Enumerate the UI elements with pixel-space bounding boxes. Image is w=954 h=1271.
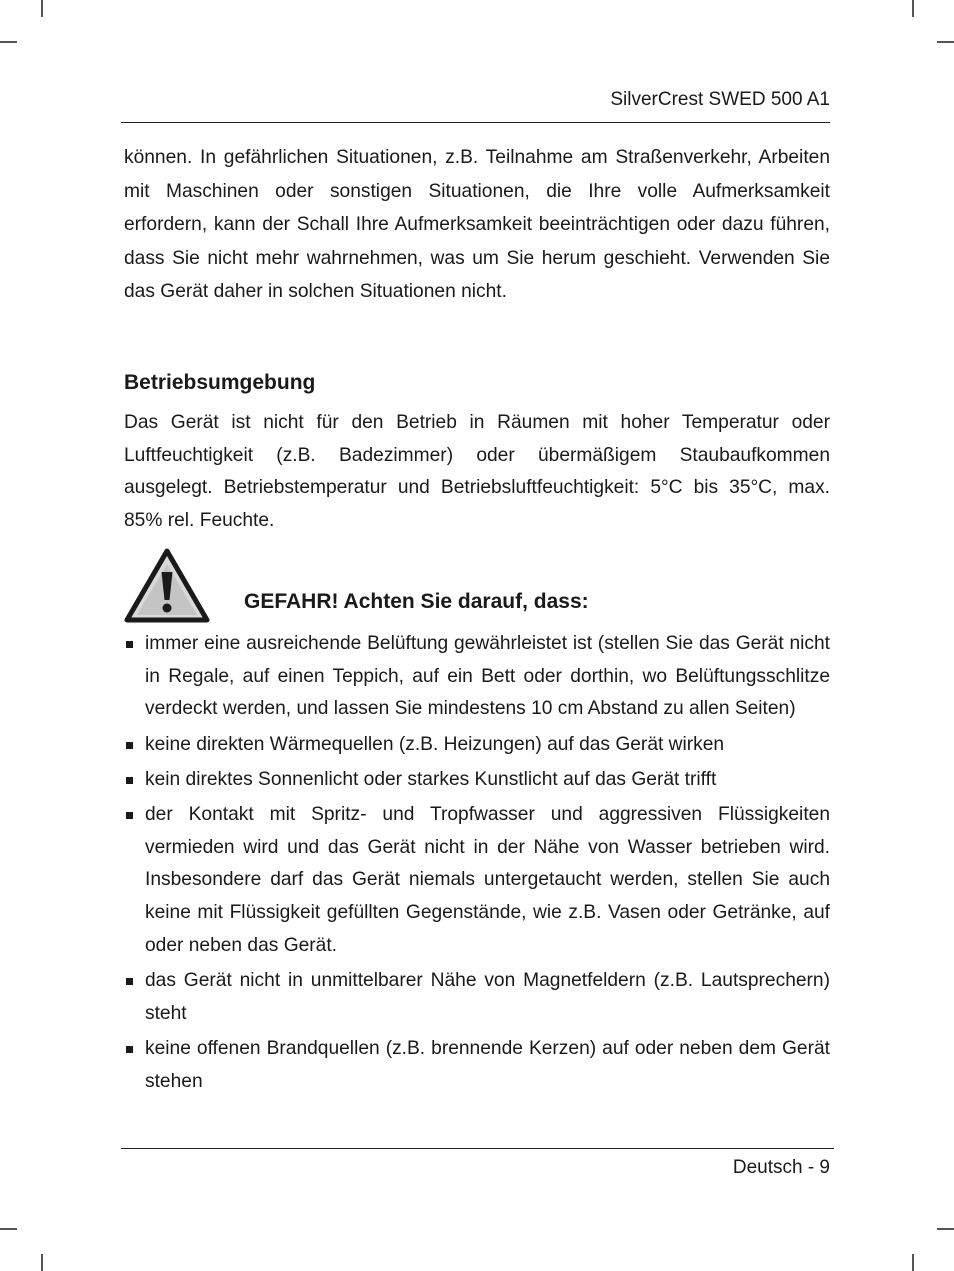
bullet-square-icon xyxy=(126,978,133,985)
crop-mark xyxy=(912,1254,914,1271)
crop-mark xyxy=(41,0,43,17)
list-item-text: das Gerät nicht in unmittelbarer Nähe von Magnetfeldern (z.B. Lautsprechern) steht xyxy=(145,970,830,1024)
bullet-square-icon xyxy=(126,1046,133,1053)
bullet-square-icon xyxy=(126,742,133,749)
warning-title: GEFAHR! Achten Sie darauf, dass: xyxy=(244,590,589,613)
list-item xyxy=(124,799,830,963)
crop-mark xyxy=(0,41,17,43)
list-item xyxy=(124,729,830,762)
list-item xyxy=(124,628,830,726)
list-item-text: kein direktes Sonnenlicht oder starkes Kunstlicht auf das Gerät trifft xyxy=(145,768,717,790)
page-footer-label: Deutsch - 9 xyxy=(732,1157,830,1178)
bullet-square-icon xyxy=(126,812,133,819)
footer-rule xyxy=(121,1148,834,1149)
list-item-text: immer eine ausreichende Belüftung gewährleistet ist (stellen Sie das Gerät nicht in Regale, auf einen Teppich, auf ein Bett oder dorthin, wo Belüftungsschlitze verdeckt werden, und lassen Sie mindestens 10 cm Abstand zu allen Seiten) xyxy=(145,633,830,720)
crop-mark xyxy=(937,41,954,43)
list-item-text: der Kontakt mit Spritz- und Tropfwasser und aggressiven Flüssigkeiten vermieden wird und das Gerät nicht in der Nähe von Wasser betrieben wird. Insbesondere darf das Gerät niemals untergetaucht werden, stellen Sie auch keine mit Flüssigkeit gefüllten Gegenstände, wie z.B. Vasen oder Getränke, auf oder neben das Gerät. xyxy=(145,804,830,956)
list-item xyxy=(124,965,830,1030)
section-paragraph: Das Gerät ist nicht für den Betrieb in Räumen mit hoher Temperatur oder Luftfeuchtigkeit (z.B. Badezimmer) oder übermäßigem Staubaufkommen ausgelegt. Betriebstemperatur und Betriebsluftfeuchtigkeit: 5°C bis 35°C, max. 85% rel. Feuchte. xyxy=(124,412,830,531)
list-item xyxy=(124,764,830,797)
warning-triangle-icon xyxy=(124,548,210,624)
crop-mark xyxy=(0,1228,17,1230)
header-rule xyxy=(121,122,830,123)
intro-paragraph: können. In gefährlichen Situationen, z.B. Teilnahme am Straßenverkehr, Arbeiten mit Maschinen oder sonstigen Situationen, die Ihre volle Aufmerksamkeit erfordern, kann der Schall Ihre Aufmerksamkeit beeinträchtigen oder dazu führen, dass Sie nicht mehr wahrnehmen, was um Sie herum geschieht. Verwenden Sie das Gerät daher in solchen Situationen nicht. xyxy=(124,147,830,302)
bullet-square-icon xyxy=(126,641,133,648)
crop-mark xyxy=(937,1228,954,1230)
list-item-text: keine offenen Brandquellen (z.B. brennende Kerzen) auf oder neben dem Gerät stehen xyxy=(145,1037,830,1092)
warning-list xyxy=(124,628,830,1101)
list-item xyxy=(124,1033,830,1098)
page-header-title: SilverCrest SWED 500 A1 xyxy=(610,89,830,110)
section-heading: Betriebsumgebung xyxy=(124,371,316,394)
list-item-text: keine direkten Wärmequellen (z.B. Heizungen) auf das Gerät wirken xyxy=(145,733,725,755)
crop-mark xyxy=(41,1254,43,1271)
bullet-square-icon xyxy=(126,777,133,784)
crop-mark xyxy=(912,0,914,17)
